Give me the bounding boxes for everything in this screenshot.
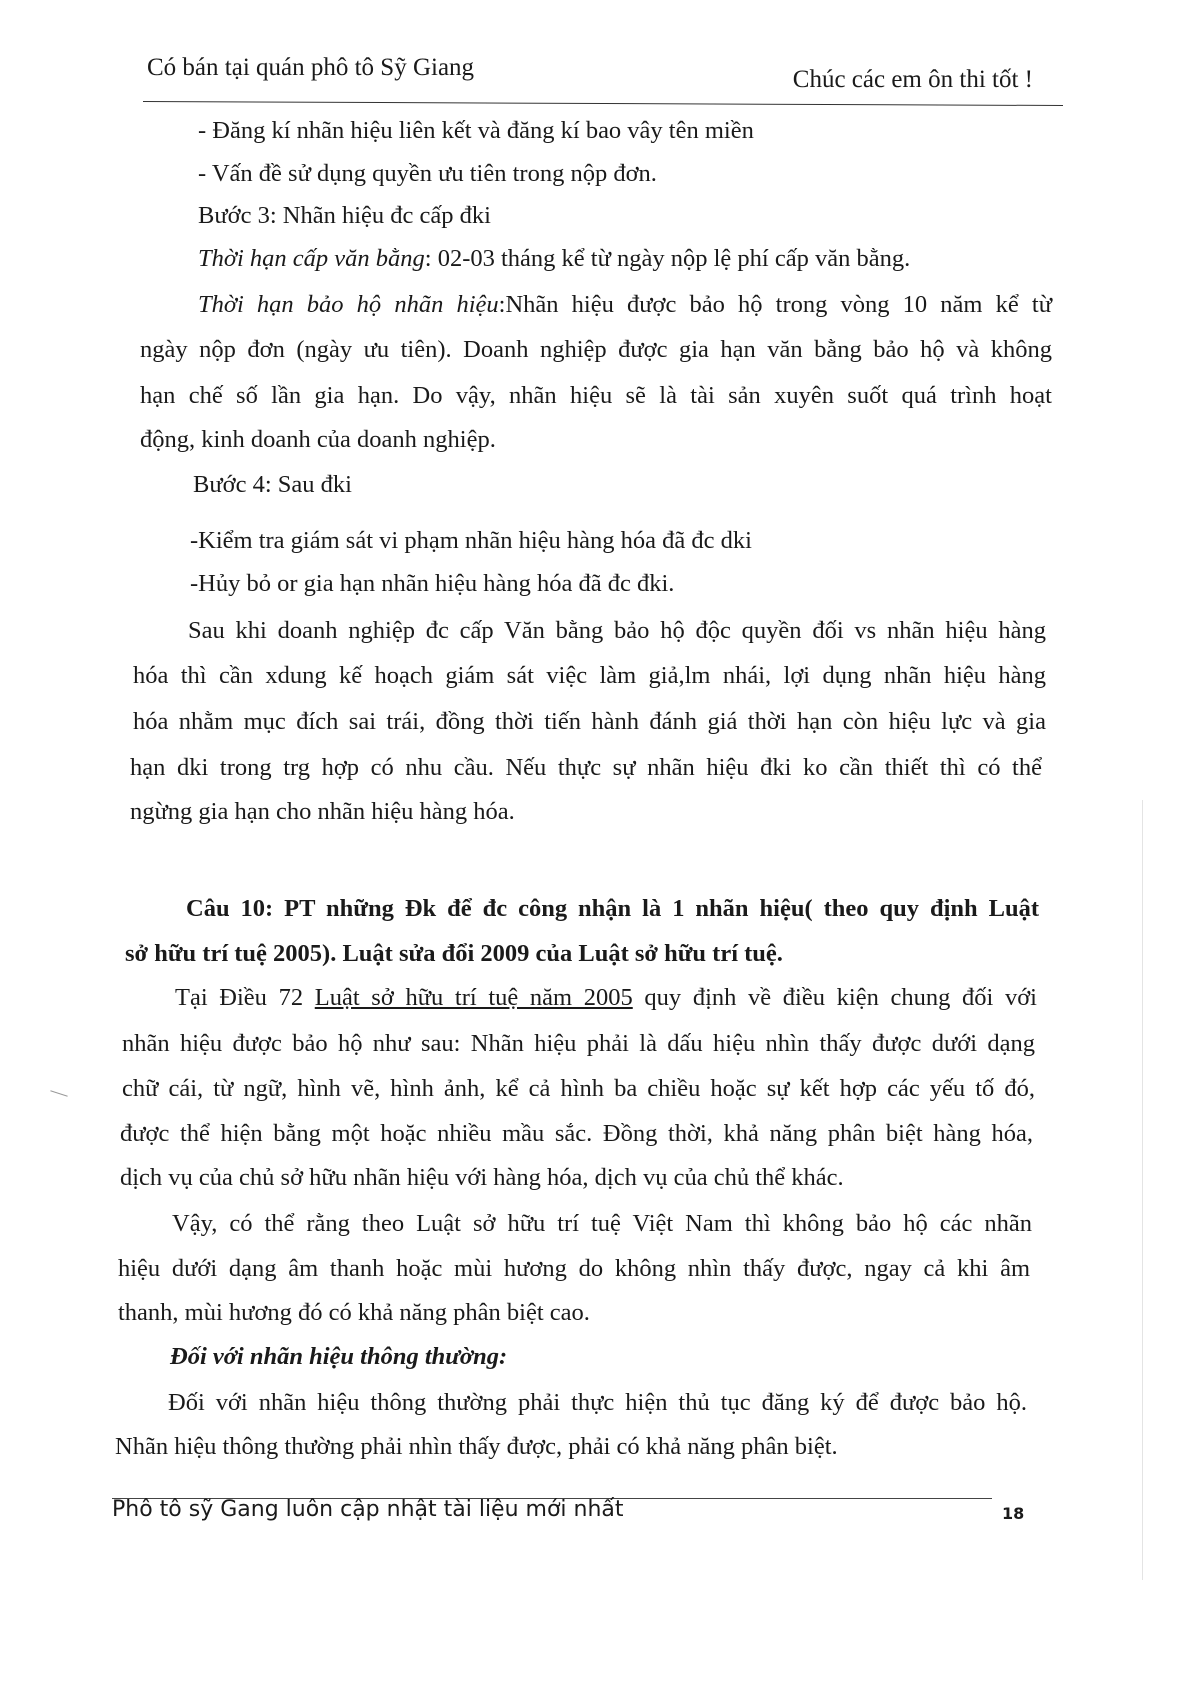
scan-edge	[1142, 800, 1143, 1580]
body-line: hóa nhằm mục đích sai trái, đồng thời tiến hành đánh giá thời hạn còn hiệu lực và gia	[133, 708, 1046, 735]
body-line: hạn chế số lần gia hạn. Do vậy, nhãn hiệu sẽ là tài sản xuyên suốt quá trình hoạt	[140, 382, 1052, 409]
body-line	[175, 983, 1037, 1013]
body-line: Sau khi doanh nghiệp đc cấp Văn bằng bảo hộ độc quyền đối vs nhãn hiệu hàng	[188, 617, 1046, 644]
body-line: -Kiểm tra giám sát vi phạm nhãn hiệu hàng hóa đã đc dki	[190, 527, 752, 554]
body-line: thanh, mùi hương đó có khả năng phân biệt cao.	[118, 1299, 590, 1326]
page-number: 18	[1002, 1504, 1025, 1523]
law-link: Luật sở hữu trí tuệ năm 2005	[314, 984, 633, 1011]
question-heading: sở hữu trí tuệ 2005). Luật sửa đổi 2009 của Luật sở hữu trí tuệ.	[125, 940, 783, 967]
body-line: ngừng gia hạn cho nhãn hiệu hàng hóa.	[130, 798, 515, 825]
body-line	[198, 290, 1052, 320]
body-line: hạn dki trong trg hợp có nhu cầu. Nếu thực sự nhãn hiệu đki ko cần thiết thì có thể	[130, 754, 1042, 781]
header-right-text: Chúc các em ôn thi tốt !	[792, 66, 1033, 93]
section-heading: Đối với nhãn hiệu thông thường:	[170, 1343, 508, 1370]
footer-text: Phô tô sỹ Gang luôn cập nhật tài liệu mới nhất	[112, 1497, 624, 1522]
body-line: Bước 3: Nhãn hiệu đc cấp đki	[198, 202, 491, 229]
body-line: động, kinh doanh của doanh nghiệp.	[140, 426, 496, 453]
header-left-text: Có bán tại quán phô tô Sỹ Giang	[147, 54, 475, 81]
body-line: Đối với nhãn hiệu thông thường phải thực hiện thủ tục đăng ký để được bảo hộ.	[168, 1389, 1027, 1416]
body-line: ngày nộp đơn (ngày ưu tiên). Doanh nghiệp được gia hạn văn bằng bảo hộ và không	[140, 336, 1052, 363]
body-line: dịch vụ của chủ sở hữu nhãn hiệu với hàng hóa, dịch vụ của chủ thể khác.	[120, 1164, 844, 1191]
body-line: hiệu dưới dạng âm thanh hoặc mùi hương do không nhìn thấy được, ngay cả khi âm	[118, 1255, 1030, 1282]
body-line: -Hủy bỏ or gia hạn nhãn hiệu hàng hóa đã đc đki.	[190, 570, 675, 597]
scan-mark	[50, 1090, 67, 1097]
body-line: Vậy, có thể rằng theo Luật sở hữu trí tuệ Việt Nam thì không bảo hộ các nhãn	[172, 1210, 1032, 1237]
protection-term-label: Thời hạn bảo hộ nhãn hiệu	[198, 291, 499, 318]
question-heading: Câu 10: PT những Đk để đc công nhận là 1 nhãn hiệu( theo quy định Luật	[186, 895, 1039, 922]
body-line: chữ cái, từ ngữ, hình vẽ, hình ảnh, kể cả hình ba chiều hoặc sự kết hợp các yếu tố đó,	[122, 1075, 1035, 1102]
body-line: - Vấn đề sử dụng quyền ưu tiên trong nộp đơn.	[198, 160, 657, 187]
header-rule	[143, 101, 1063, 106]
text-span: quy định về điều kiện chung đối với	[632, 984, 1037, 1011]
body-line: Bước 4: Sau đki	[193, 471, 352, 498]
body-line: nhãn hiệu được bảo hộ như sau: Nhãn hiệu phải là dấu hiệu nhìn thấy được dưới dạng	[122, 1030, 1035, 1057]
term-text: : 02-03 tháng kể từ ngày nộp lệ phí cấp văn bằng.	[424, 245, 911, 272]
body-line: hóa thì cần xdung kế hoạch giám sát việc làm giả,lm nhái, lợi dụng nhãn hiệu hàng	[133, 662, 1046, 689]
body-line: - Đăng kí nhãn hiệu liên kết và đăng kí bao vây tên miền	[198, 117, 754, 144]
body-line: được thể hiện bằng một hoặc nhiều mầu sắc. Đồng thời, khả năng phân biệt hàng hóa,	[120, 1120, 1033, 1147]
protection-term-text: :Nhãn hiệu được bảo hộ trong vòng 10 năm kể từ	[498, 291, 1052, 318]
term-label: Thời hạn cấp văn bằng	[198, 245, 425, 272]
body-line	[198, 244, 910, 274]
text-span: Tại Điều 72	[175, 984, 315, 1011]
body-line: Nhãn hiệu thông thường phải nhìn thấy được, phải có khả năng phân biệt.	[115, 1433, 838, 1460]
